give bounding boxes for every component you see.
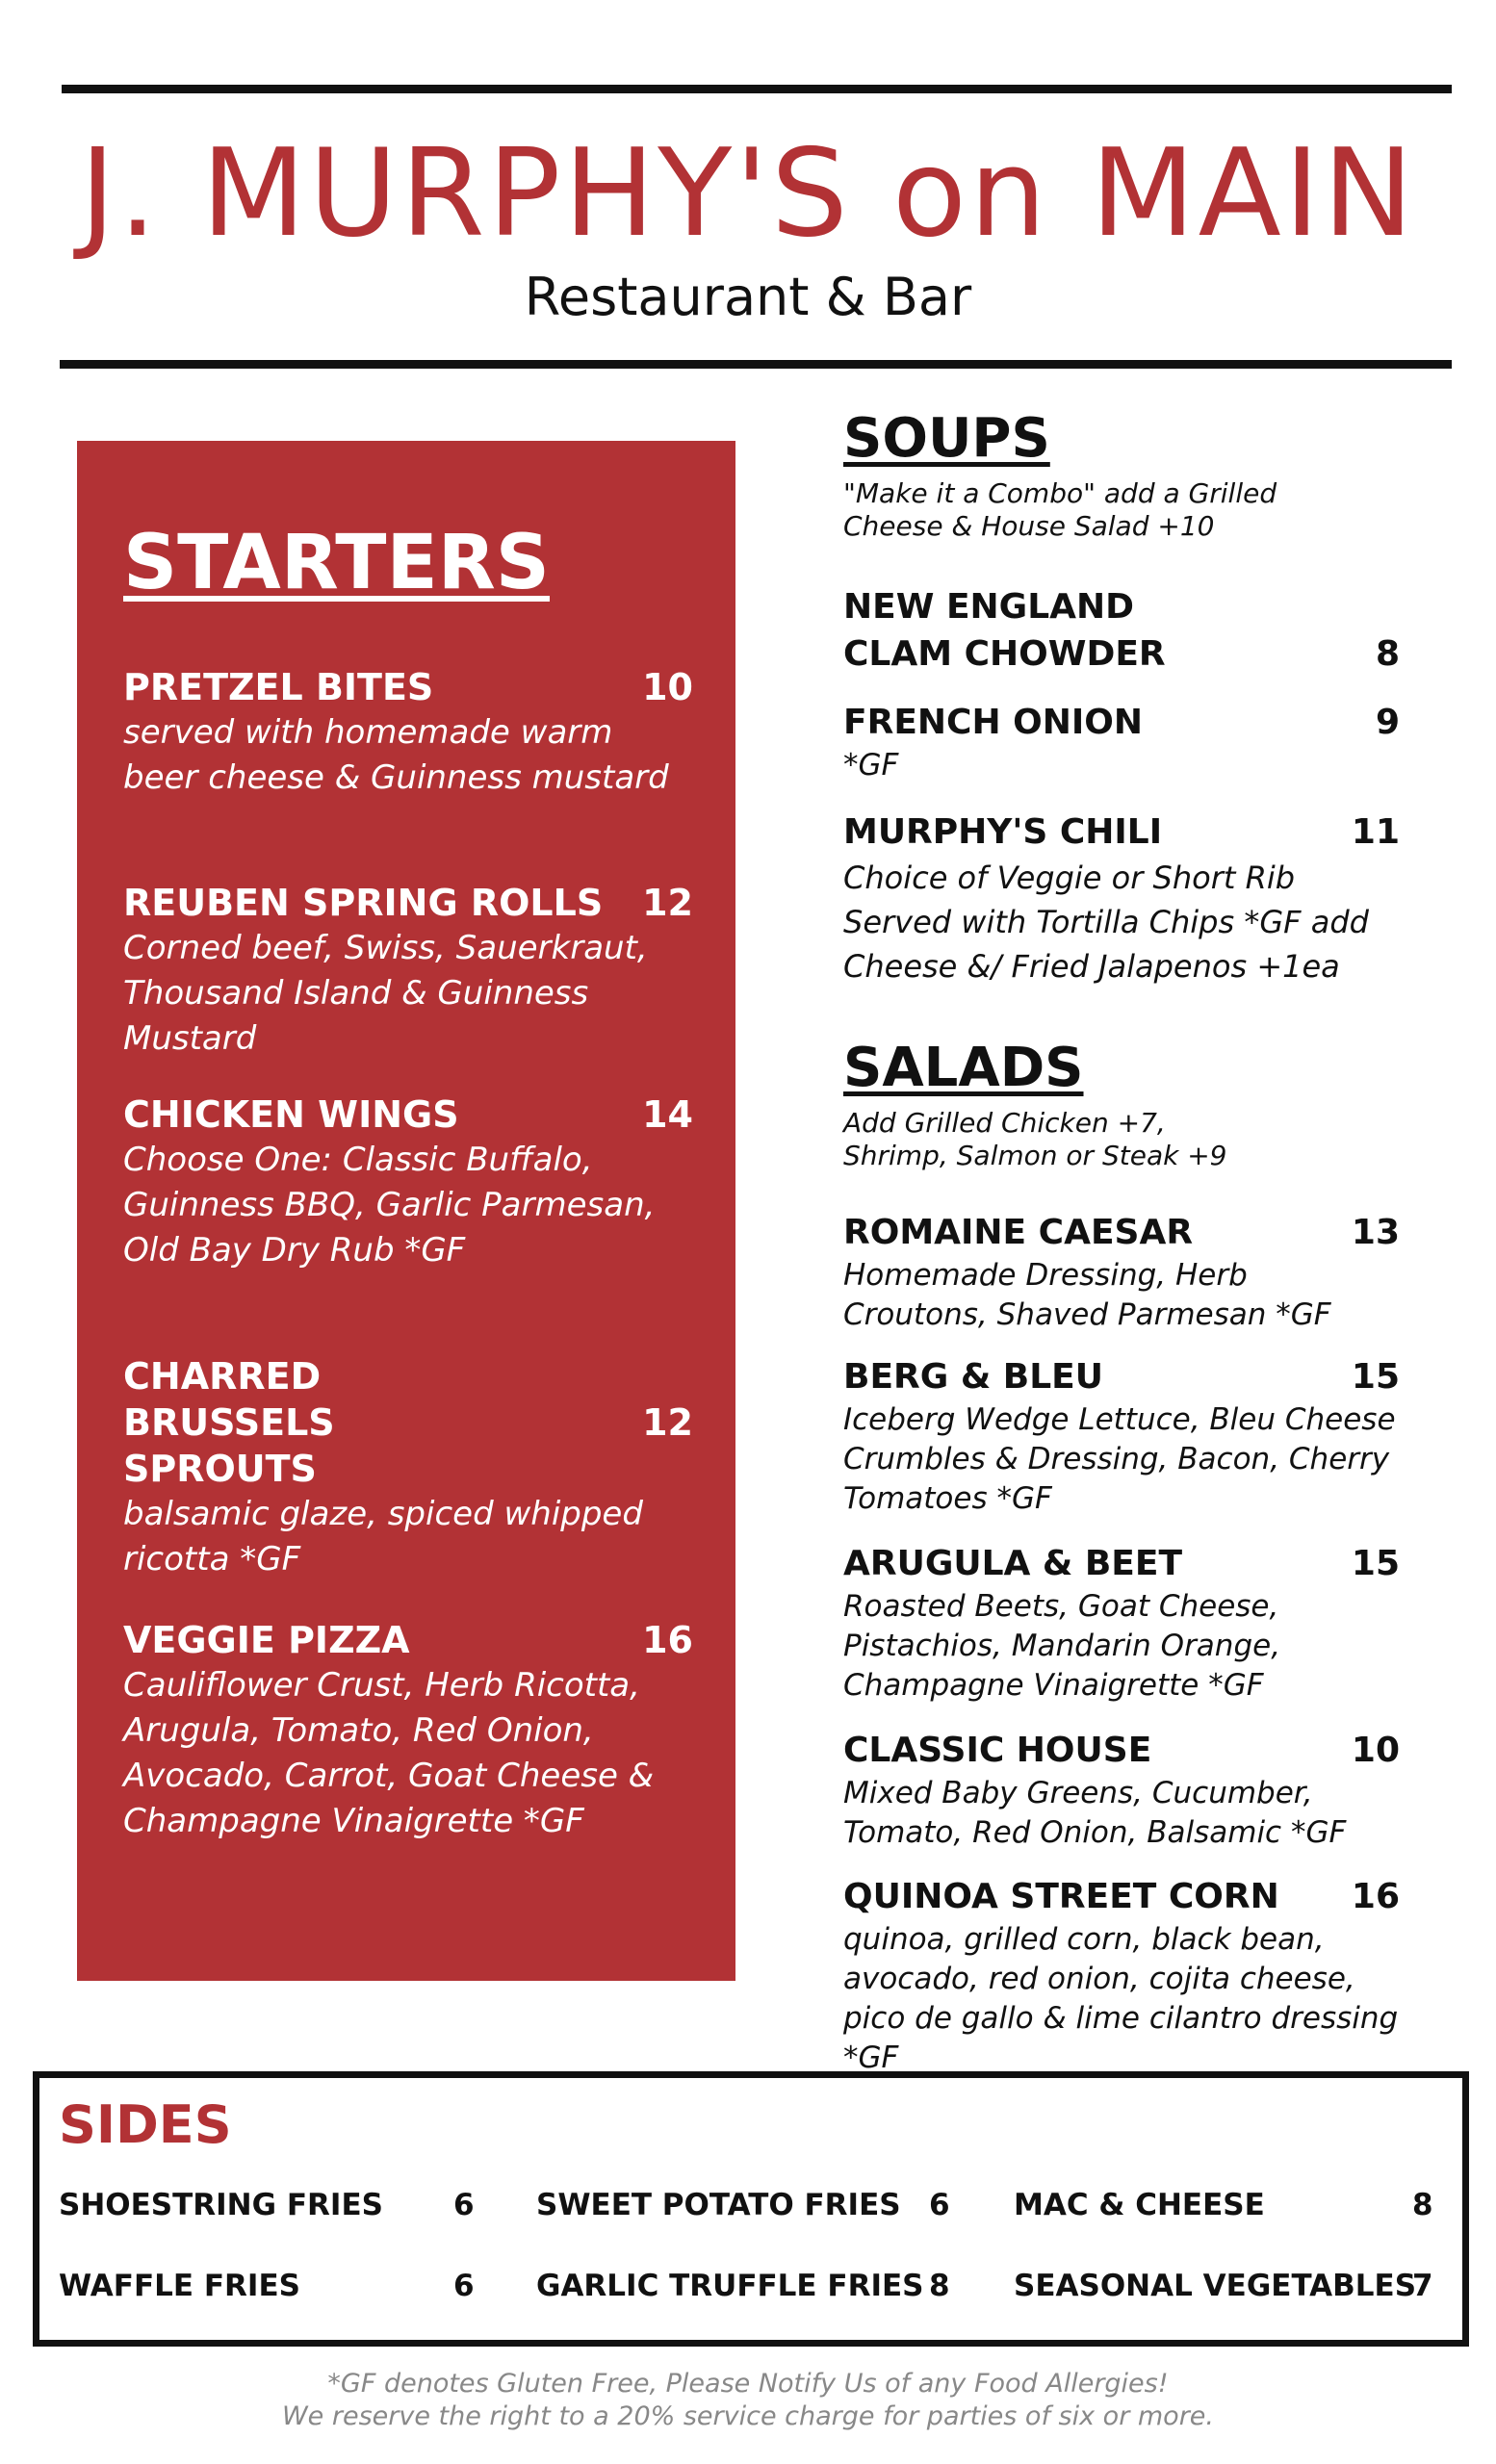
footer-line-gluten: *GF denotes Gluten Free, Please Notify Us of any Food Allergies! [327,2369,1169,2399]
item-name: QUINOA STREET CORN [843,1877,1279,1916]
item-price: 16 [1351,1877,1400,1916]
sides-box [33,2071,1469,2347]
side-item-name: SWEET POTATO FRIES [536,2188,901,2222]
menu-item [123,1617,693,1844]
item-name: CHARRED BRUSSELS SPROUTS [123,1355,335,1490]
item-price: 15 [1351,1357,1400,1397]
item-description: quinoa, grilled corn, black bean, avocado, red onion, cojita cheese, pico de gallo & lime cilantro dressing *GF [843,1922,1399,2075]
item-price: 14 [642,1093,693,1136]
sides-title: SIDES [59,2094,232,2155]
item-name: CHICKEN WINGS [123,1093,459,1136]
menu-item [843,1873,1400,2078]
item-price: 10 [642,666,693,708]
item-price: 8 [1375,634,1400,674]
menu-item [123,1091,693,1273]
item-price: 12 [642,1401,693,1444]
salads-title: SALADS [843,1037,1084,1099]
item-description: Corned beef, Swiss, Sauerkraut, Thousand Island & Guinness Mustard [123,929,648,1058]
side-item-name: SEASONAL VEGETABLES [1014,2269,1417,2303]
menu-item [123,664,693,801]
menu-item [843,1540,1400,1706]
item-description: Iceberg Wedge Lettuce, Bleu Cheese Crumbles & Dressing, Bacon, Cherry Tomatoes *GF [843,1402,1396,1516]
menu-item [843,808,1400,988]
item-description: Mixed Baby Greens, Cucumber, Tomato, Red Onion, Balsamic *GF [843,1776,1347,1850]
item-price: 9 [1375,703,1400,742]
starters-title: STARTERS [123,520,550,606]
side-item-price: 8 [1412,2188,1433,2222]
item-description: Choose One: Classic Buffalo, Guinness BBQ, Garlic Parmesan, Old Bay Dry Rub *GF [123,1141,656,1270]
item-name: MURPHY'S CHILI [843,812,1163,852]
item-description: balsamic glaze, spiced whipped ricotta *GF [123,1495,643,1578]
item-price: 16 [642,1619,693,1661]
item-price: 11 [1351,812,1400,852]
menu-item [843,1353,1400,1519]
item-price: 10 [1351,1731,1400,1770]
starters-panel [77,441,735,1981]
side-item-name: WAFFLE FRIES [59,2269,300,2303]
menu-item [843,1727,1400,1853]
soups-title: SOUPS [843,407,1050,470]
item-name: NEW ENGLAND CLAM CHOWDER [843,587,1166,674]
menu-item [843,699,1400,785]
side-item-price: 6 [453,2188,475,2222]
menu-item [843,583,1400,678]
item-description: Cauliflower Crust, Herb Ricotta, Arugula, Tomato, Red Onion, Avocado, Carrot, Goat Cheese & Champagne Vinaigrette *GF [123,1666,655,1840]
item-description: *GF [843,748,899,783]
item-name: CLASSIC HOUSE [843,1731,1152,1770]
side-item-name: MAC & CHEESE [1014,2188,1265,2222]
header-rule [60,360,1452,369]
item-name: FRENCH ONION [843,703,1143,742]
item-name: PRETZEL BITES [123,666,434,708]
item-description: Choice of Veggie or Short Rib Served with Tortilla Chips *GF add Cheese &/ Fried Jalapenos +1ea [843,860,1369,985]
item-name: ROMAINE CAESAR [843,1213,1194,1252]
footer-line-service: We reserve the right to a 20% service charge for parties of six or more. [281,2401,1214,2431]
footer-note [0,2368,1496,2433]
salads-note: Add Grilled Chicken +7, Shrimp, Salmon or Steak +9 [843,1107,1227,1171]
menu-item [123,880,693,1062]
restaurant-title: J. MURPHY'S on MAIN [79,122,1417,264]
side-item-price: 6 [453,2269,475,2303]
side-item-price: 7 [1412,2269,1433,2303]
restaurant-subtitle: Restaurant & Bar [524,267,972,327]
top-rule [62,85,1452,93]
item-description: served with homemade warm beer cheese & Guinness mustard [123,713,669,797]
side-item-price: 6 [929,2188,950,2222]
soups-note: "Make it a Combo" add a Grilled Cheese & House Salad +10 [843,477,1277,542]
item-price: 12 [642,882,693,924]
item-name: BERG & BLEU [843,1357,1103,1397]
item-price: 13 [1351,1213,1400,1252]
item-description: Roasted Beets, Goat Cheese, Pistachios, Mandarin Orange, Champagne Vinaigrette *GF [843,1589,1281,1703]
menu-item [123,1353,693,1582]
menu-item [843,1209,1400,1335]
item-description: Homemade Dressing, Herb Croutons, Shaved Parmesan *GF [843,1258,1331,1332]
item-name: VEGGIE PIZZA [123,1619,410,1661]
side-item-name: SHOESTRING FRIES [59,2188,383,2222]
item-name: ARUGULA & BEET [843,1544,1183,1583]
item-price: 15 [1351,1544,1400,1583]
item-name: REUBEN SPRING ROLLS [123,882,604,924]
side-item-name: GARLIC TRUFFLE FRIES [536,2269,924,2303]
side-item-price: 8 [929,2269,950,2303]
